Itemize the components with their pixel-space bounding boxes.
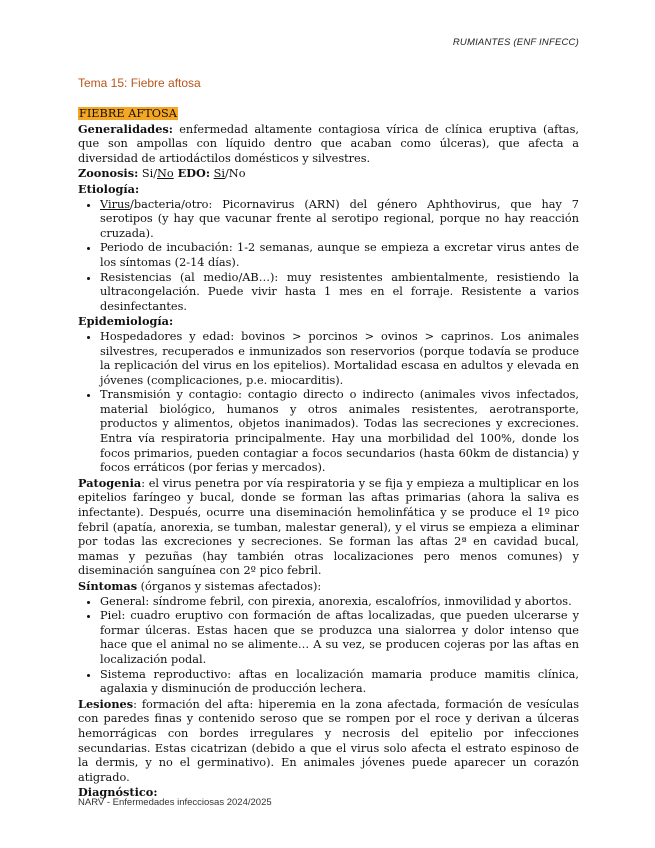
list-item: • Piel: cuadro eruptivo con formación de aftas localizadas, que pueden ulcerarse y formar úlceras. Estas hacen que se produzca una sialorrea y dolor intenso que hace que el animal no se alimente… A su vez, se producen cojeras por las aftas en localización podal. <box>100 609 579 667</box>
sintomas-suffix: (órganos y sistemas afectados): <box>137 580 322 593</box>
virus-underlined: Virus <box>100 197 131 211</box>
list-item <box>100 198 579 242</box>
list-item: • Transmisión y contagio: contagio directo o indirecto (animales vivos infectados, material biológico, humanos y otros animales resistentes, aerotransporte, productos y alimentos, objetos inanimados). Todas las secreciones y excreciones. Entra vía respiratoria principalmente. Hay una morbilidad del 100%, donde los focos primarios, pueden contagiar a focos secundarios (hasta 60km de distancia) y focos erráticos (por ferias y mercados). <box>100 388 579 476</box>
edo-label: EDO: <box>173 166 211 181</box>
list-item-text: Resistencias (al medio/AB…): muy resistentes ambientalmente, resistiendo la ultracongelación. Puede vivir hasta 1 mes en el forraje. Resistente a varios desinfectantes. <box>100 270 579 313</box>
generalidades-paragraph <box>78 122 579 167</box>
patogenia-text: : el virus penetra por vía respiratoria y se fija y empieza a multiplicar en los epitelios faríngeo y bucal, donde se forman las aftas primarias (ahora la saliva es infectante). Después, ocurre una diseminación hemolinfática y se produce el 1º pico febril (apatía, anorexia, se tumban, malestar general), y el virus se empieza a eliminar por todas las excreciones y secreciones. Se forman las aftas 2ª en cavidad bucal, mamas y pezuñas (hay también otras localizaciones pero menos comunes) y diseminación sanguínea con 2º pico febril. <box>78 476 579 578</box>
highlighted-title: FIEBRE AFTOSA <box>79 107 177 120</box>
list-item-text: /bacteria/otro: Picornavirus (ARN) del género Aphthovirus, que hay 7 serotipos (y hay que vacunar frente al serotipo regional, porque no hay reacción cruzada). <box>100 197 579 240</box>
list-item-text: Periodo de incubación: 1-2 semanas, aunque se empieza a excretar virus antes de los síntomas (2-14 días). <box>100 241 579 269</box>
topic-heading: Tema 15: Fiebre aftosa <box>78 76 201 90</box>
list-item: • Hospedadores y edad: bovinos > porcinos > ovinos > caprinos. Los animales silvestres, recuperados e inmunizados son reservorios (porque todavía se produce la replicación del virus en los epitelios). Mortalidad escasa en adultos y elevada en jóvenes (complicaciones, p.e. miocarditis). <box>100 330 579 388</box>
list-item: • General: síndrome febril, con pirexia, anorexia, escalofríos, inmovilidad y abortos. <box>100 595 579 610</box>
sintomas-list <box>78 595 579 697</box>
lesiones-paragraph <box>78 697 579 786</box>
document-body <box>78 107 579 801</box>
zoonosis-selected: No <box>157 167 174 181</box>
zoonosis-label: Zoonosis: <box>78 166 139 181</box>
patogenia-label: Patogenia <box>78 475 142 490</box>
lesiones-text: : formación del afta: hiperemia en la zona afectada, formación de vesículas con paredes finas y contenido seroso que se rompen por el roce y derivan a úlceras hemorrágicas con bordes irregulares y necrosis del epitelio por infecciones secundarias. Estas cicatrizan (debido a que el virus solo afecta el estrato espinoso de la dermis, y no el germinativo). En animales jóvenes puede aparecer un corazón atigrado. <box>78 697 579 784</box>
lesiones-label: Lesiones <box>78 696 134 711</box>
generalidades-text: enfermedad altamente contagiosa vírica de clínica eruptiva (aftas, que son ampollas con líquido dentro que acaban como úlceras), que afecta a diversidad de artiodáctilos domésticos y silvestres. <box>78 122 579 165</box>
sintomas-heading <box>78 579 579 595</box>
zoonosis-line <box>78 166 579 182</box>
list-item <box>100 241 579 270</box>
patogenia-paragraph <box>78 476 579 579</box>
diagnostico-label: Diagnóstico <box>78 785 154 800</box>
sintomas-label: Síntomas <box>78 579 138 593</box>
title-line <box>78 107 579 122</box>
zoonosis-option: Si/ <box>138 167 157 181</box>
document-header: RUMIANTES (ENF INFECC) <box>452 37 579 48</box>
document-footer: NARV - Enfermedades infecciosas 2024/2025 <box>78 797 272 808</box>
etiologia-list <box>78 198 579 315</box>
edo-option: /No <box>225 167 246 181</box>
epidemiologia-heading <box>78 314 579 330</box>
epidemiologia-label: Epidemiología: <box>78 314 174 329</box>
edo-selected: Si <box>213 167 225 181</box>
generalidades-label: Generalidades: <box>78 121 173 136</box>
diagnostico-colon: : <box>153 785 158 800</box>
etiologia-label: Etiología: <box>78 181 140 196</box>
etiologia-heading <box>78 182 579 198</box>
list-item <box>100 271 579 315</box>
epidemiologia-list <box>78 330 579 476</box>
list-item: • Sistema reproductivo: aftas en localización mamaria produce mamitis clínica, agalaxia y disminución de producción lechera. <box>100 668 579 697</box>
